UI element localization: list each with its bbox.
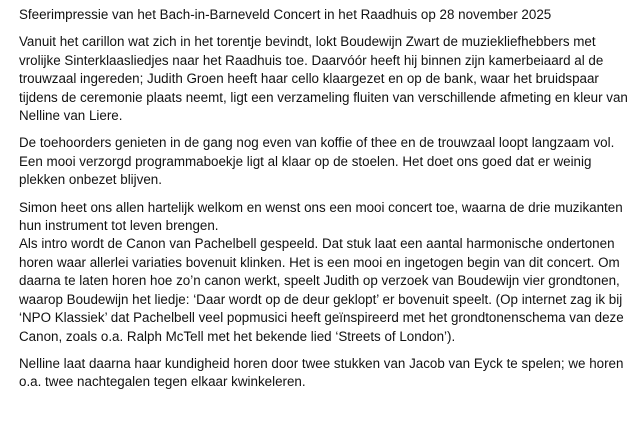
paragraph-welcome: Simon heet ons allen hartelijk welkom en wenst ons een mooi concert toe, waarna de drie muzikanten hun instrument tot leven brengen. bbox=[19, 199, 623, 234]
paragraph-carillon: Vanuit het carillon wat zich in het torentje bevindt, lokt Boudewijn Zwart de muziekliefhebbers met vrolijke Sinterklaasliedjes naar het Raadhuis toe. Daarvóór heeft hij binnen zijn kamerbeiaard al de trouwzaal ingereden; Judith Groen heeft haar cello klaargezet en op de bank, waar het bruidspaar tijdens de ceremonie plaats neemt, ligt een verzameling fluiten van verschillende afmeting en kleur van Nelline van Liere. bbox=[19, 34, 628, 124]
paragraph-canon: Als intro wordt de Canon van Pachelbell gespeeld. Dat stuk laat een aantal harmonische ondertonen horen waar allerlei variaties bovenuit klinken. Het is een mooi en ingetogen begin van dit concert. Om daarna te laten horen hoe zo’n canon werkt, speelt Judith op verzoek van Boudewijn vier grondtonen, waarop Boudewijn het liedje: ‘Daar wordt op de deur geklopt’ er bovenuit speelt. (Op internet zag ik bij ‘NPO Klassiek’ dat Pachelbell veel popmusici heeft geïnspireerd met het grondtonenschema van deze Canon, zoals o.a. Ralph McTell met het bekende lied ‘Streets of London’). bbox=[19, 236, 624, 344]
paragraph-nelline: Nelline laat daarna haar kundigheid horen door twee stukken van Jacob van Eyck te spelen; we horen o.a. twee nachtegalen tegen elkaar kwinkeleren. bbox=[19, 355, 624, 390]
paragraph-audience: De toehoorders genieten in de gang nog even van koffie of thee en de trouwzaal loopt langzaam vol. Een mooi verzorgd programmaboekje ligt al klaar op de stoelen. Het doet ons goed dat er weinig plekken onbezet blijven. bbox=[19, 135, 615, 188]
document-title: Sfeerimpressie van het Bach-in-Barneveld Concert in het Raadhuis op 28 november 2025 bbox=[19, 7, 552, 22]
